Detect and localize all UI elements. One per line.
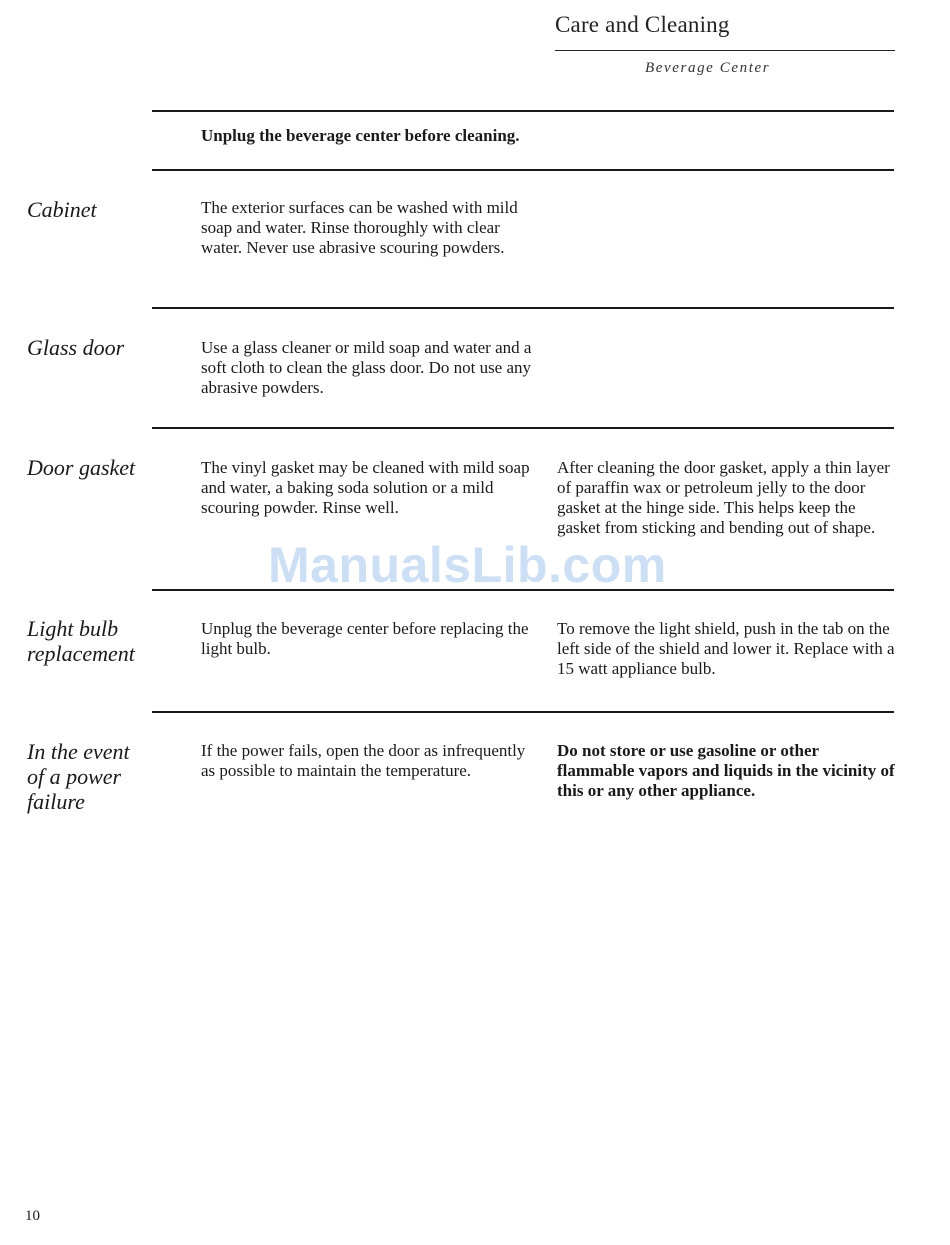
section-heading-light-bulb: Light bulb replacement bbox=[27, 616, 135, 666]
title-rule bbox=[555, 50, 895, 51]
watermark: ManualsLib.com bbox=[268, 537, 667, 593]
section-heading-power-failure: In the event of a power failure bbox=[27, 739, 130, 814]
warning-text: Unplug the beverage center before cleaning. bbox=[201, 126, 520, 145]
section-heading-glass-door: Glass door bbox=[27, 335, 125, 360]
section-heading-cabinet: Cabinet bbox=[27, 197, 97, 222]
divider-rule bbox=[152, 427, 894, 429]
divider-rule bbox=[152, 110, 894, 112]
safety-warning: Do not store or use gasoline or other flammable vapors and liquids in the vicinity of this or any other appliance. bbox=[557, 741, 895, 800]
page-title: Care and Cleaning bbox=[555, 12, 730, 37]
section-text-cabinet: The exterior surfaces can be washed with mild soap and water. Rinse thoroughly with clear water. Never use abrasive scouring powders. bbox=[201, 198, 518, 257]
section-text-door-gasket: The vinyl gasket may be cleaned with mild soap and water, a baking soda solution or a mild scouring powder. Rinse well. bbox=[201, 458, 530, 517]
section-text-light-bulb: Unplug the beverage center before replacing the light bulb. bbox=[201, 619, 529, 658]
section-heading-door-gasket: Door gasket bbox=[27, 455, 136, 480]
section-text-door-gasket-tip: After cleaning the door gasket, apply a thin layer of paraffin wax or petroleum jelly to the door gasket at the hinge side. This helps keep the gasket from sticking and bending out of shape. bbox=[557, 458, 890, 537]
section-text-glass-door: Use a glass cleaner or mild soap and water and a soft cloth to clean the glass door. Do not use any abrasive powders. bbox=[201, 338, 532, 397]
page-subtitle: Beverage Center bbox=[645, 60, 771, 76]
divider-rule bbox=[152, 169, 894, 171]
divider-rule bbox=[152, 589, 894, 591]
divider-rule bbox=[152, 711, 894, 713]
divider-rule bbox=[152, 307, 894, 309]
section-text-light-bulb-steps: To remove the light shield, push in the tab on the left side of the shield and lower it. Replace with a 15 watt appliance bulb. bbox=[557, 619, 895, 678]
page-number: 10 bbox=[25, 1208, 40, 1224]
section-text-power-failure: If the power fails, open the door as infrequently as possible to maintain the temperature. bbox=[201, 741, 526, 780]
